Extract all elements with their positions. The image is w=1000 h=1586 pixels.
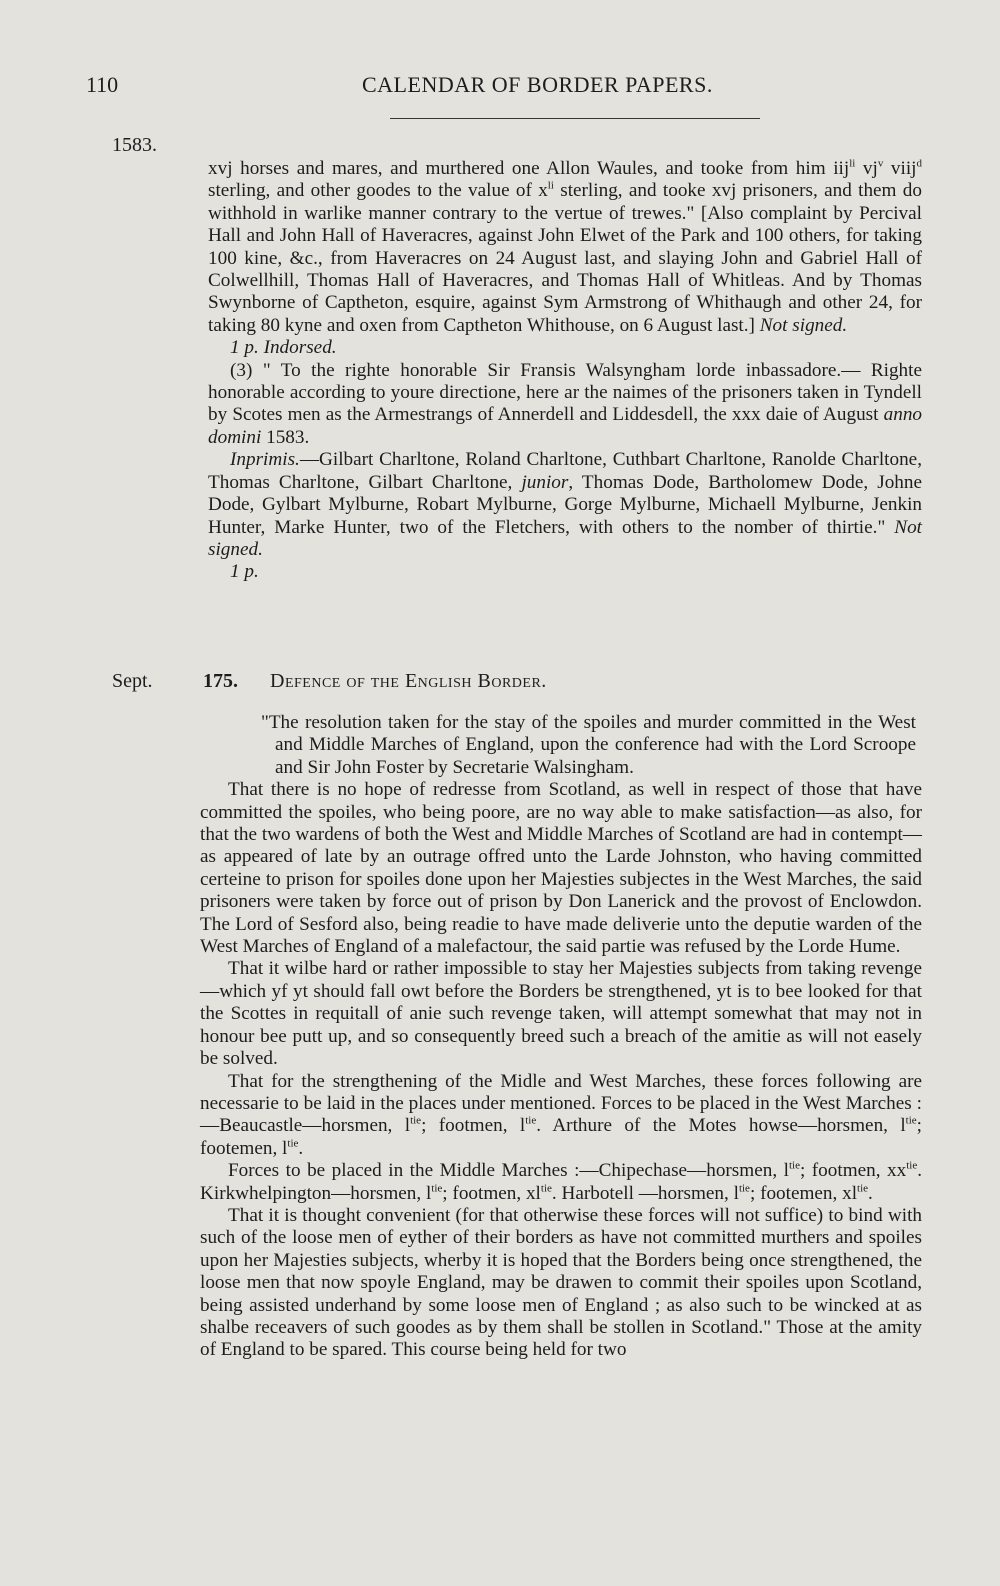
text-run: . Arthure of the Motes howse—horsmen, l bbox=[536, 1115, 906, 1137]
margin-year: 1583. bbox=[112, 134, 157, 156]
superscript: li bbox=[849, 157, 856, 170]
italic-run: junior bbox=[521, 471, 569, 493]
superscript: tie bbox=[905, 1114, 917, 1127]
page-count: 1 p. bbox=[230, 337, 259, 359]
italic-run: anno domini bbox=[208, 404, 922, 448]
text-run: (3) " To the righte honorable Sir Fransis Walsyngham lorde inbassadore.— Righte honorable according to youre directione, here ar the naimes of the prisoners taken in Tyndell by Scotes men as the Armestrangs of Annerdell and Liddesdell, the xxx daie of August bbox=[208, 359, 922, 426]
running-title: CALENDAR OF BORDER PAPERS. bbox=[362, 72, 713, 97]
superscript: tie bbox=[525, 1114, 537, 1127]
text-run: vj bbox=[855, 158, 878, 179]
text-run: . Harbotell —horsmen, l bbox=[551, 1182, 739, 1204]
text-run: 1583. bbox=[261, 426, 310, 448]
superscript: d bbox=[916, 157, 922, 170]
paragraph-forces-middle bbox=[200, 1160, 922, 1205]
text-run: viij bbox=[883, 158, 917, 179]
entry-number: 175. bbox=[203, 670, 238, 692]
paragraph-names bbox=[208, 449, 922, 561]
superscript: li bbox=[547, 180, 554, 193]
paragraph-continuation bbox=[208, 158, 922, 337]
text-run: ; footemen, l bbox=[200, 1115, 923, 1159]
not-signed-note: Not signed. bbox=[208, 516, 923, 560]
paragraph: That it wilbe hard or rather impossible to stay her Majesties subjects from taking revenge—which yf yt should fall owt before the Borders be strengthened, yt is to bee looked for that the Scottes in requitall of anie such revenge taken, will attempt somewhat that may not in honour bee putt up, and so consequently breed such a breach of the amitie as will not easely be solved. bbox=[200, 958, 922, 1070]
superscript: v bbox=[877, 157, 884, 170]
page-count: 1 p. bbox=[230, 561, 259, 583]
text-run: . Kirkwhelpington—horsmen, l bbox=[200, 1160, 923, 1204]
text-run: —Gilbart Charltone, Roland Charltone, Cuthbart Charltone, Ranolde Charltone, Thomas Charltone, Gilbart Charltone, bbox=[208, 449, 922, 493]
continuation-block bbox=[208, 158, 922, 584]
paragraph: That there is no hope of redresse from Scotland, as well in respect of those that have committed the spoiles, who being poore, are no way able to make satisfaction—as also, for that the two wardens of both the West and Middle Marches of Scotland are had in contempt—as appeared of late by an outrage offred unto the Larde Johnston, who having committed certeine to prison for spoiles done upon her Majesties subjectes in the West Marches, the said prisoners were taken by force out of prison by Don Lanerick and the provost of Enclowdon. The Lord of Sesford also, being readie to have made deliverie unto the deputie warden of the West Marches of England of a malefactour, the said partie was refused by the Lorde Hume. bbox=[200, 779, 922, 958]
endorsed-note: Indorsed. bbox=[263, 337, 337, 359]
entry-body bbox=[200, 712, 922, 1362]
citation bbox=[208, 337, 922, 359]
superscript: tie bbox=[906, 1159, 918, 1172]
text-run: That for the strengthening of the Midle and West Marches, these forces following are necessarie to be laid in the places under mentioned. Forces to be placed in the West Marches :—Beaucastle—horsmen, l bbox=[200, 1070, 922, 1137]
superscript: tie bbox=[857, 1182, 869, 1195]
text-run: sterling, and other goodes to the value of x bbox=[208, 180, 548, 202]
text-run: ; footemen, xl bbox=[749, 1182, 858, 1204]
text-run: . bbox=[868, 1182, 873, 1204]
text-run: Forces to be placed in the Middle Marches :—Chipechase—horsmen, l bbox=[228, 1160, 789, 1182]
text-run: sterling, and tooke xvj prisoners, and them do withhold in warlike manner contrary to the vertue of trewes." [Also complaint by Percival Hall and John Hall of Haveracres, against John Elwet of the Park and 100 others, for taking 100 kine, &c., from Haveracres on 24 August last, and slaying John and Gabriel Hall of Colwellhill, Thomas Hall of Haveracres, and Thomas Hall of Whitleas. And by Thomas Swynborne of Captheton, esquire, against Sym Armstrong of Whithaugh and other 24, for taking 80 kyne and oxen from Captheton Whithouse, on 6 August last.] bbox=[208, 180, 922, 336]
superscript: tie bbox=[287, 1137, 299, 1150]
text-run: , Thomas Dode, Bartholomew Dode, Johne Dode, Gylbart Mylburne, Robart Mylburne, Gorge Mylburne, Michaell Mylburne, Jenkin Hunter, Marke Hunter, two of the Fletchers, with others to the nomber of thirtie." bbox=[208, 471, 922, 538]
text-run: ; footmen, xx bbox=[799, 1160, 907, 1182]
superscript: tie bbox=[540, 1182, 552, 1195]
superscript: tie bbox=[788, 1159, 800, 1172]
margin-month: Sept. bbox=[112, 670, 153, 692]
quote-heading: "The resolution taken for the stay of the spoiles and murder committed in the West and Middle Marches of England, upon the conference had with the Lord Scroope and Sir John Foster by Secretarie Walsingham. bbox=[261, 712, 916, 778]
citation bbox=[208, 561, 922, 583]
paragraph-letter bbox=[208, 360, 922, 450]
text-run: ; footmen, xl bbox=[442, 1182, 541, 1204]
superscript: tie bbox=[431, 1182, 443, 1195]
paragraph-forces-west bbox=[200, 1071, 922, 1161]
paragraph: That it is thought convenient (for that otherwise these forces will not suffice) to bind with such of the loose men of eyther of their borders as have not committed murthers and spoiles upon her Majesties subjects, wherby it is hoped that the Borders being once strengthened, the loose men that now spoyle England, may be drawen to commit their spoiles upon Scotland, being assisted underhand by some loose men of England ; as also such to be wincked at as shalbe receavers of such goodes as by them shall be stollen in Scotland." Those at the amity of England to be spared. This course being held for two bbox=[200, 1204, 922, 1361]
page-number: 110 bbox=[86, 72, 119, 97]
italic-run: Inprimis. bbox=[230, 449, 300, 471]
text-run: . bbox=[298, 1137, 304, 1159]
entry-title: Defence of the English Border. bbox=[270, 670, 547, 692]
not-signed-note: Not signed. bbox=[759, 314, 848, 336]
header-rule bbox=[390, 118, 760, 119]
superscript: tie bbox=[738, 1182, 750, 1195]
text-run: ; footmen, l bbox=[421, 1115, 526, 1137]
text-run: xvj horses and mares, and murthered one Allon Waules, and tooke from him iij bbox=[208, 158, 850, 179]
superscript: tie bbox=[410, 1114, 422, 1127]
